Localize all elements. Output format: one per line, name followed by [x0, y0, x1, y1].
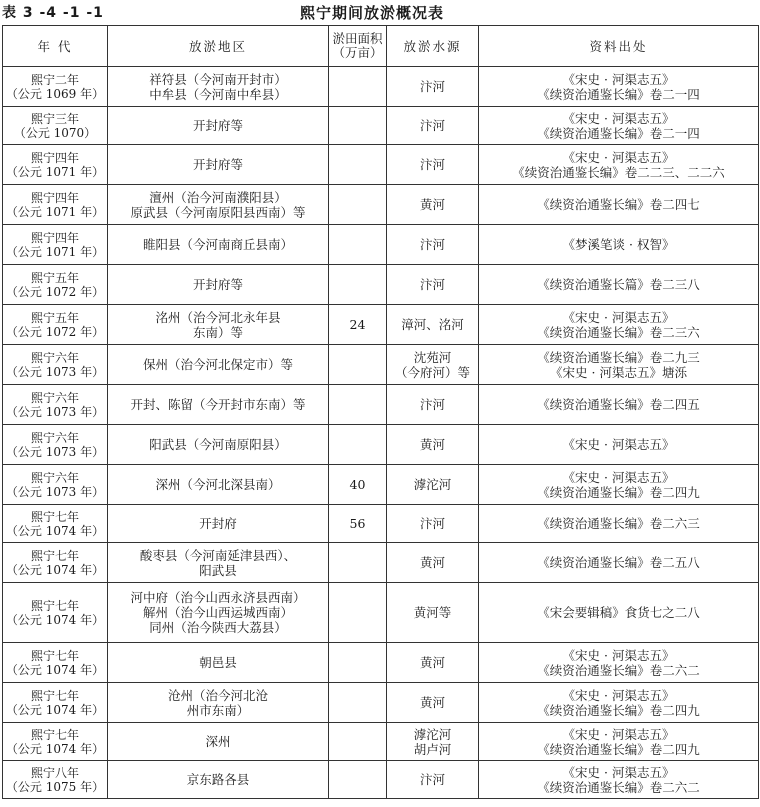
cell-water-line: 沈苑河 [413, 349, 452, 365]
table-row [3, 761, 759, 799]
cell-region-line: 解州（治今山西运城西南） [142, 605, 293, 620]
cell-area [329, 145, 387, 185]
cell-water [387, 185, 479, 225]
table-row [3, 425, 759, 465]
cell-water-line: 胡卢河 [413, 741, 452, 757]
cell-era [3, 107, 108, 145]
cell-region [108, 425, 329, 465]
cell-region [108, 723, 329, 761]
cell-region [108, 345, 329, 385]
cell-area [329, 67, 387, 107]
cell-era-line: （公元 1073 年） [5, 484, 105, 499]
cell-source-line: 《宋史 · 河渠志五》 [562, 309, 675, 325]
cell-era-line: （公元 1071 年） [5, 164, 105, 179]
cell-water-line: 黄河 [419, 655, 445, 670]
cell-era-line: （公元 1074 年） [5, 562, 105, 577]
cell-water-line: 汴河 [419, 118, 445, 133]
cell-source-line: 《续资治通鉴长编》卷二二三、二二六 [512, 164, 725, 180]
cell-era [3, 465, 108, 505]
cell-region [108, 145, 329, 185]
cell-region-line: 酸枣县（今河南延津县西）、 [139, 547, 297, 563]
cell-water [387, 505, 479, 543]
cell-era-line: （公元 1074 年） [5, 612, 105, 627]
table-row [3, 583, 759, 643]
cell-era-line: 熙宁四年 [30, 230, 79, 245]
cell-source [479, 425, 759, 465]
cell-source [479, 345, 759, 385]
cell-region [108, 761, 329, 799]
cell-era-line: 熙宁四年 [30, 190, 79, 205]
cell-water [387, 345, 479, 385]
cell-region-line: 京东路各县 [186, 772, 250, 787]
cell-era-line: 熙宁七年 [30, 648, 79, 663]
cell-era [3, 683, 108, 723]
cell-region-line: 阳武县 [199, 562, 237, 578]
cell-era-line: 熙宁二年 [30, 72, 79, 87]
cell-source [479, 145, 759, 185]
cell-era-line: （公元 1069 年） [5, 86, 105, 101]
cell-region-line: 睢阳县（今河南商丘县南） [142, 237, 293, 252]
cell-era-line: （公元 1074 年） [5, 741, 105, 756]
cell-source-line: 《宋史 · 河渠志五》 [562, 149, 675, 165]
cell-water [387, 107, 479, 145]
cell-era-line: （公元 1072 年） [5, 324, 105, 339]
cell-era-line: 熙宁六年 [30, 430, 79, 445]
cell-source-line: 《宋史 · 河渠志五》 [562, 469, 675, 485]
cell-source-line: 《续资治通鉴长编》卷二四九 [537, 484, 700, 500]
cell-area [329, 425, 387, 465]
cell-source [479, 185, 759, 225]
cell-era [3, 185, 108, 225]
cell-water [387, 305, 479, 345]
cell-region [108, 643, 329, 683]
cell-water [387, 583, 479, 643]
cell-source-line: 《续资治通鉴长编》卷二六三 [537, 516, 700, 531]
cell-era-line: 熙宁六年 [30, 350, 79, 365]
cell-region-line: 原武县（今河南原阳县西南）等 [130, 204, 306, 220]
cell-water-line: 漳河、洺河 [401, 317, 464, 332]
cell-era [3, 543, 108, 583]
cell-region [108, 683, 329, 723]
table-row [3, 305, 759, 345]
cell-source [479, 107, 759, 145]
cell-era-line: 熙宁三年 [30, 111, 79, 126]
cell-area [329, 265, 387, 305]
cell-area [329, 345, 387, 385]
cell-area: 56 [329, 505, 387, 543]
cell-era [3, 723, 108, 761]
cell-source-line: 《续资治通鉴长编》卷二三六 [537, 324, 700, 340]
cell-region-line: 开封府等 [192, 157, 243, 172]
cell-era [3, 385, 108, 425]
cell-area [329, 683, 387, 723]
cell-era-line: （公元 1073 年） [5, 444, 105, 459]
table-number: 表 3 -4 -1 -1 [2, 5, 104, 21]
cell-era-line: 熙宁五年 [30, 270, 79, 285]
cell-region [108, 185, 329, 225]
cell-era [3, 305, 108, 345]
cell-region-line: 深州 [205, 734, 231, 749]
cell-water-line: 汴河 [419, 79, 445, 94]
cell-source-line: 《宋史 · 河渠志五》 [562, 71, 675, 87]
cell-era-line: 熙宁六年 [30, 470, 79, 485]
cell-region-line: 中牟县（今河南中牟县） [149, 86, 287, 102]
cell-region-line: 州市东南） [186, 702, 250, 718]
cell-water [387, 543, 479, 583]
cell-source-line: 《续资治通鉴长编》卷二四五 [537, 397, 700, 412]
cell-water-line: 汴河 [419, 772, 445, 787]
cell-era [3, 425, 108, 465]
cell-era-line: （公元 1074 年） [5, 702, 105, 717]
table-row [3, 465, 759, 505]
cell-region-line: 阳武县（今河南原阳县） [149, 437, 287, 452]
cell-source-line: 《宋史 · 河渠志五》 [562, 110, 675, 126]
cell-water-line: 汴河 [419, 397, 445, 412]
cell-era [3, 145, 108, 185]
table-row [3, 723, 759, 761]
cell-water [387, 225, 479, 265]
table-header [0, 0, 760, 26]
cell-source-line: 《续资治通鉴长编》卷二四九 [537, 741, 700, 757]
table-title: 熙宁期间放淤概况表 [300, 4, 445, 22]
cell-water-line: 黄河 [419, 695, 445, 710]
cell-source [479, 643, 759, 683]
cell-region-line: 开封府等 [192, 118, 243, 133]
cell-region [108, 107, 329, 145]
column-header-era: 年 代 [3, 26, 108, 67]
cell-region-line: 开封府 [199, 516, 237, 531]
cell-era-line: （公元 1070） [13, 125, 97, 140]
cell-era-line: 熙宁八年 [30, 765, 79, 780]
cell-era-line: 熙宁七年 [30, 548, 79, 563]
cell-source [479, 67, 759, 107]
cell-water [387, 643, 479, 683]
column-header-source: 资料出处 [479, 26, 759, 67]
cell-area [329, 185, 387, 225]
cell-water-line: 汴河 [419, 516, 445, 531]
cell-era-line: （公元 1073 年） [5, 404, 105, 419]
cell-era-line: 熙宁七年 [30, 598, 79, 613]
cell-source-line: 《宋史 · 河渠志五》 [562, 437, 675, 452]
cell-region [108, 305, 329, 345]
table-row [3, 67, 759, 107]
table-row [3, 543, 759, 583]
cell-region [108, 583, 329, 643]
cell-era-line: 熙宁七年 [30, 688, 79, 703]
cell-source [479, 761, 759, 799]
cell-water-line: 滹沱河 [413, 477, 452, 492]
cell-source-line: 《宋史 · 河渠志五》 [562, 687, 675, 703]
cell-region-line: 开封、陈留（今开封市东南）等 [130, 397, 306, 412]
cell-era-line: （公元 1074 年） [5, 662, 105, 677]
cell-water-line: 汴河 [419, 277, 445, 292]
cell-era [3, 583, 108, 643]
table-row [3, 145, 759, 185]
cell-region [108, 543, 329, 583]
cell-source-line: 《宋史 · 河渠志五》 [562, 726, 675, 742]
cell-source-line: 《续资治通鉴长编》卷二四九 [537, 702, 700, 718]
cell-source [479, 225, 759, 265]
cell-water-line: 黄河 [419, 437, 445, 452]
cell-source [479, 385, 759, 425]
cell-era-line: 熙宁七年 [30, 727, 79, 742]
cell-source-line: 《宋史 · 河渠志五》 [562, 764, 675, 780]
cell-area [329, 723, 387, 761]
cell-water-line: 黄河等 [413, 605, 452, 620]
cell-source [479, 505, 759, 543]
cell-era-line: （公元 1072 年） [5, 284, 105, 299]
cell-area [329, 761, 387, 799]
cell-water [387, 761, 479, 799]
cell-water [387, 67, 479, 107]
cell-region-line: 河中府（治今山西永济县西南） [130, 590, 306, 605]
column-header-area [329, 26, 387, 67]
cell-water-line: 滹沱河 [413, 726, 452, 742]
table-row [3, 505, 759, 543]
table-row [3, 643, 759, 683]
cell-area [329, 385, 387, 425]
table-row [3, 185, 759, 225]
cell-region-line: 开封府等 [192, 277, 243, 292]
cell-water [387, 425, 479, 465]
cell-era-line: （公元 1074 年） [5, 523, 105, 538]
cell-water-line: 黄河 [419, 555, 445, 570]
cell-source [479, 305, 759, 345]
cell-source-line: 《续资治通鉴长编》卷二五八 [537, 555, 700, 570]
cell-area [329, 225, 387, 265]
cell-region-line: 祥符县（今河南开封市） [149, 71, 287, 87]
cell-era-line: （公元 1075 年） [5, 779, 105, 794]
table-body [3, 67, 759, 799]
column-header-region: 放淤地区 [108, 26, 329, 67]
cell-water [387, 265, 479, 305]
cell-source [479, 543, 759, 583]
cell-source-line: 《宋史 · 河渠志五》塘泺 [550, 364, 687, 380]
cell-source-line: 《梦溪笔谈 · 权智》 [562, 237, 675, 252]
cell-source-line: 《续资治通鉴长编》卷二九三 [537, 349, 700, 365]
cell-region [108, 465, 329, 505]
cell-source-line: 《续资治通鉴长篇》卷二三八 [537, 277, 700, 292]
cell-source [479, 683, 759, 723]
cell-water [387, 683, 479, 723]
cell-source-line: 《续资治通鉴长编》卷二六二 [537, 779, 700, 795]
table-row [3, 683, 759, 723]
cell-water [387, 465, 479, 505]
cell-source-line: 《宋会要辑稿》食货七之二八 [537, 605, 700, 620]
table-row [3, 225, 759, 265]
cell-era-line: （公元 1071 年） [5, 204, 105, 219]
cell-era [3, 67, 108, 107]
cell-region-line: 朝邑县 [199, 655, 237, 670]
cell-region-line: 深州（今河北深县南） [155, 477, 281, 492]
column-header-area-line2: （万亩） [332, 45, 383, 60]
cell-era [3, 345, 108, 385]
cell-source-line: 《续资治通鉴长编》卷二一四 [537, 86, 700, 102]
cell-source [479, 465, 759, 505]
cell-era-line: 熙宁六年 [30, 390, 79, 405]
column-header-area-line1: 淤田面积 [332, 31, 383, 46]
cell-region [108, 505, 329, 543]
cell-source-line: 《续资治通鉴长编》卷二一四 [537, 125, 700, 141]
cell-region-line: 沧州（治今河北沧 [167, 687, 268, 703]
cell-source-line: 《续资治通鉴长编》卷二六二 [537, 662, 700, 678]
cell-region [108, 385, 329, 425]
cell-water-line: 汴河 [419, 157, 445, 172]
cell-area: 40 [329, 465, 387, 505]
table-row [3, 385, 759, 425]
cell-area: 24 [329, 305, 387, 345]
cell-era-line: （公元 1071 年） [5, 244, 105, 259]
cell-region-line: 洺州（治今河北永年县 [155, 309, 281, 325]
cell-region [108, 225, 329, 265]
cell-era-line: 熙宁七年 [30, 509, 79, 524]
cell-area [329, 543, 387, 583]
table-row [3, 265, 759, 305]
cell-era [3, 225, 108, 265]
cell-water [387, 723, 479, 761]
cell-water-line: 黄河 [419, 197, 445, 212]
cell-region-line: 同州（治今陕西大荔县） [149, 620, 287, 635]
cell-source [479, 723, 759, 761]
cell-region-line: 东南）等 [192, 324, 243, 340]
cell-source [479, 265, 759, 305]
table-row [3, 107, 759, 145]
cell-water-line: （今府河）等 [394, 364, 470, 380]
header-row [3, 26, 759, 67]
cell-water-line: 汴河 [419, 237, 445, 252]
cell-era-line: （公元 1073 年） [5, 364, 105, 379]
cell-era-line: 熙宁五年 [30, 310, 79, 325]
cell-area [329, 583, 387, 643]
cell-area [329, 643, 387, 683]
cell-water [387, 385, 479, 425]
column-header-water: 放淤水源 [387, 26, 479, 67]
cell-source-line: 《宋史 · 河渠志五》 [562, 647, 675, 663]
silt-irrigation-table [2, 25, 759, 799]
cell-era [3, 761, 108, 799]
cell-region-line: 保州（治今河北保定市）等 [142, 357, 293, 372]
cell-era [3, 505, 108, 543]
cell-area [329, 107, 387, 145]
cell-source-line: 《续资治通鉴长编》卷二四七 [537, 197, 700, 212]
cell-era-line: 熙宁四年 [30, 150, 79, 165]
cell-water [387, 145, 479, 185]
cell-region [108, 265, 329, 305]
cell-region [108, 67, 329, 107]
cell-region-line: 澶州（治今河南濮阳县） [149, 189, 287, 205]
cell-source [479, 583, 759, 643]
cell-era [3, 643, 108, 683]
cell-era [3, 265, 108, 305]
table-row [3, 345, 759, 385]
